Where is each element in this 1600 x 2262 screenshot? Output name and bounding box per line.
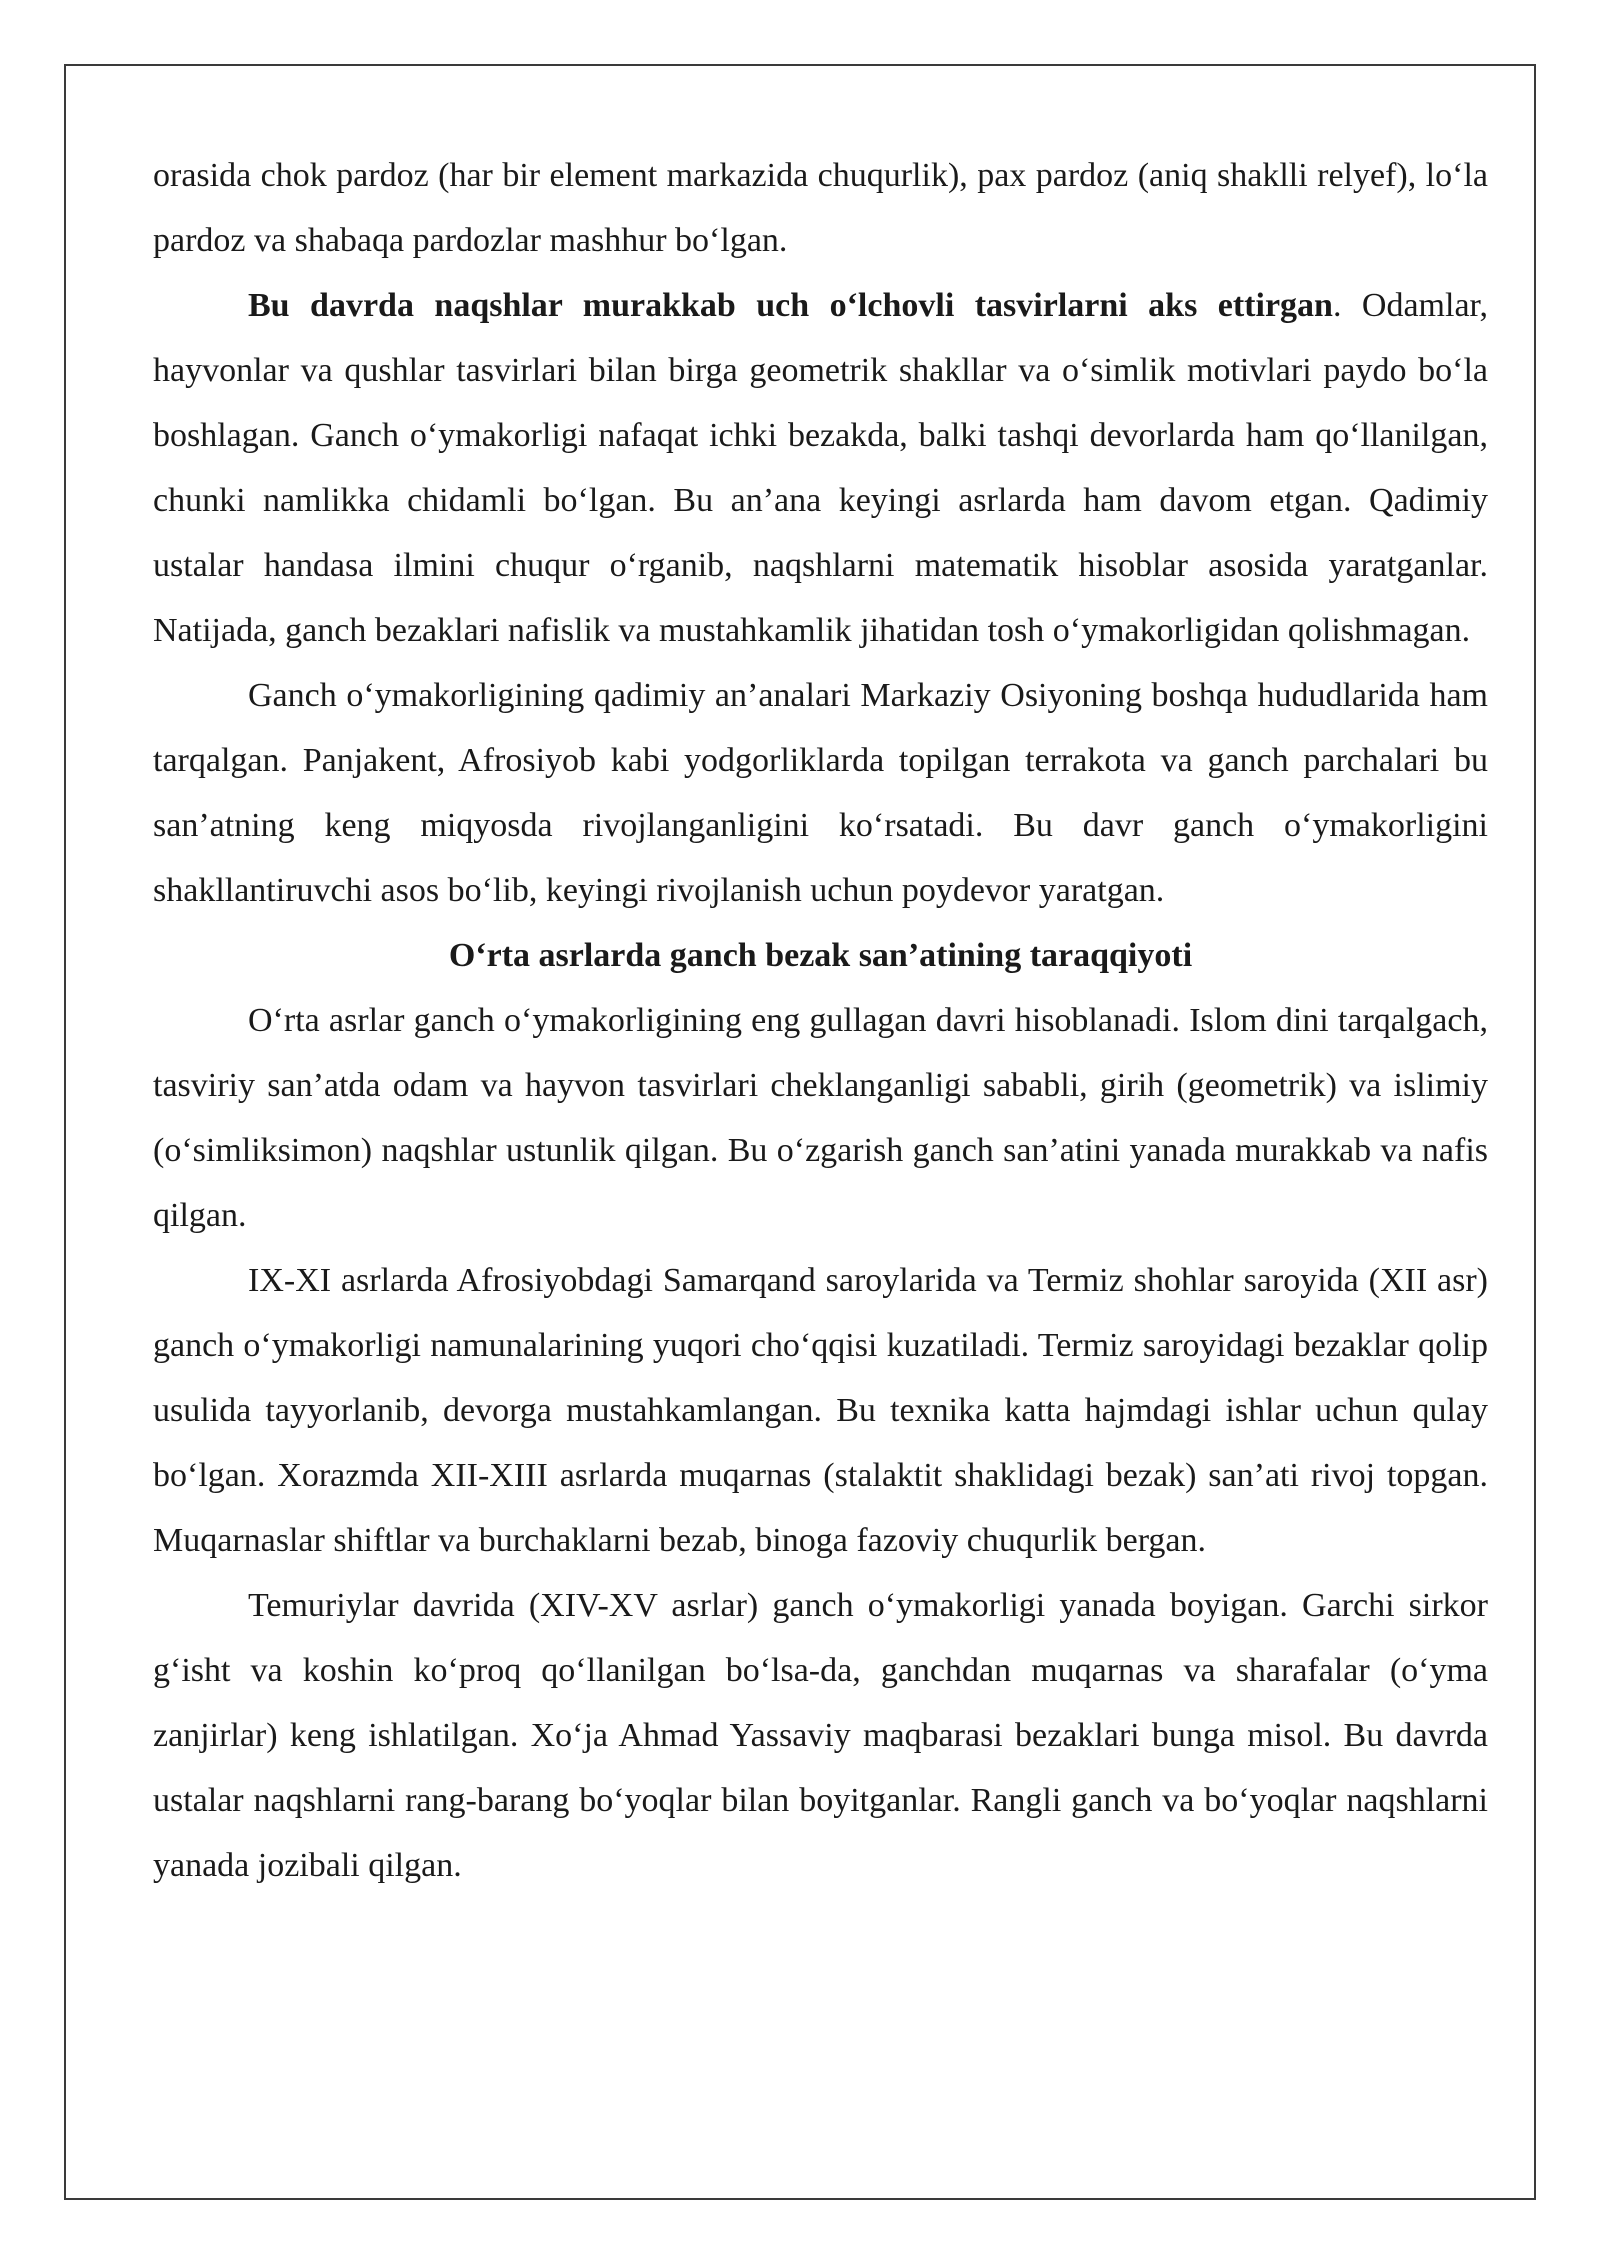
paragraph-ix-xi-asrlar: IX-XI asrlarda Afrosiyobdagi Samarqand saroylarida va Termiz shohlar saroyida (XII asr) ganch o‘ymakorligi namunalarining yuqori cho‘qqisi kuzatiladi. Termiz saroyidagi bezaklar qolip usulida tayyorlanib, devorga mustahkamlangan. Bu texnika katta hajmdagi ishlar uchun qulay bo‘lgan. Xorazmda XII-XIII asrlarda muqarnas (stalaktit shaklidagi bezak) san’ati rivoj topgan. Muqarnaslar shiftlar va burchaklarni bezab, binoga fazoviy chuqurlik bergan.	[153, 1262, 1488, 1559]
paragraph-orta-asrlar: O‘rta asrlar ganch o‘ymakorligining eng gullagan davri hisoblanadi. Islom dini tarqalgach, tasviriy san’atda odam va hayvon tasvirlari cheklanganligi sababli, girih (geometrik) va islimiy (o‘simliksimon) naqshlar ustunlik qilgan. Bu o‘zgarish ganch san’atini yanada murakkab va nafis qilgan.	[153, 1002, 1488, 1234]
document-body	[153, 143, 1488, 1898]
paragraph-temuriylar: Temuriylar davrida (XIV-XV asrlar) ganch o‘ymakorligi yanada boyigan. Garchi sirkor g‘isht va koshin ko‘proq qo‘llanilgan bo‘lsa-da, ganchdan muqarnas va sharafalar (o‘yma zanjirlar) keng ishlatilgan. Xo‘ja Ahmad Yassaviy maqbarasi bezaklari bunga misol. Bu davrda ustalar naqshlarni rang-barang bo‘yoqlar bilan boyitganlar. Rangli ganch va bo‘yoqlar naqshlarni yanada jozibali qilgan.	[153, 1587, 1488, 1884]
bold-lead-sentence: Bu davrda naqshlar murakkab uch o‘lchovli tasvirlarni aks ettirgan	[248, 287, 1333, 324]
paragraph-uch-olchovli	[153, 273, 1488, 663]
paragraph-continuation: orasida chok pardoz (har bir element markazida chuqurlik), pax pardoz (aniq shaklli relyef), lo‘la pardoz va shabaqa pardozlar mashhur bo‘lgan.	[153, 157, 1488, 259]
paragraph-text: . Odamlar, hayvonlar va qushlar tasvirlari bilan birga geometrik shakllar va o‘simlik motivlari paydo bo‘la boshlagan. Ganch o‘ymakorligi nafaqat ichki bezakda, balki tashqi devorlarda ham qo‘llanilgan, chunki namlikka chidamli bo‘lgan. Bu an’ana keyingi asrlarda ham davom etgan. Qadimiy ustalar handasa ilmini chuqur o‘rganib, naqshlarni matematik hisoblar asosida yaratganlar. Natijada, ganch bezaklari nafislik va mustahkamlik jihatidan tosh o‘ymakorligidan qolishmagan.	[153, 287, 1488, 649]
section-heading: O‘rta asrlarda ganch bezak san’atining taraqqiyoti	[448, 937, 1193, 974]
paragraph-qadimiy-anana: Ganch o‘ymakorligining qadimiy an’analari Markaziy Osiyoning boshqa hududlarida ham tarqalgan. Panjakent, Afrosiyob kabi yodgorliklarda topilgan terrakota va ganch parchalari bu san’atning keng miqyosda rivojlanganligini ko‘rsatadi. Bu davr ganch o‘ymakorligini shakllantiruvchi asos bo‘lib, keyingi rivojlanish uchun poydevor yaratgan.	[153, 677, 1488, 909]
